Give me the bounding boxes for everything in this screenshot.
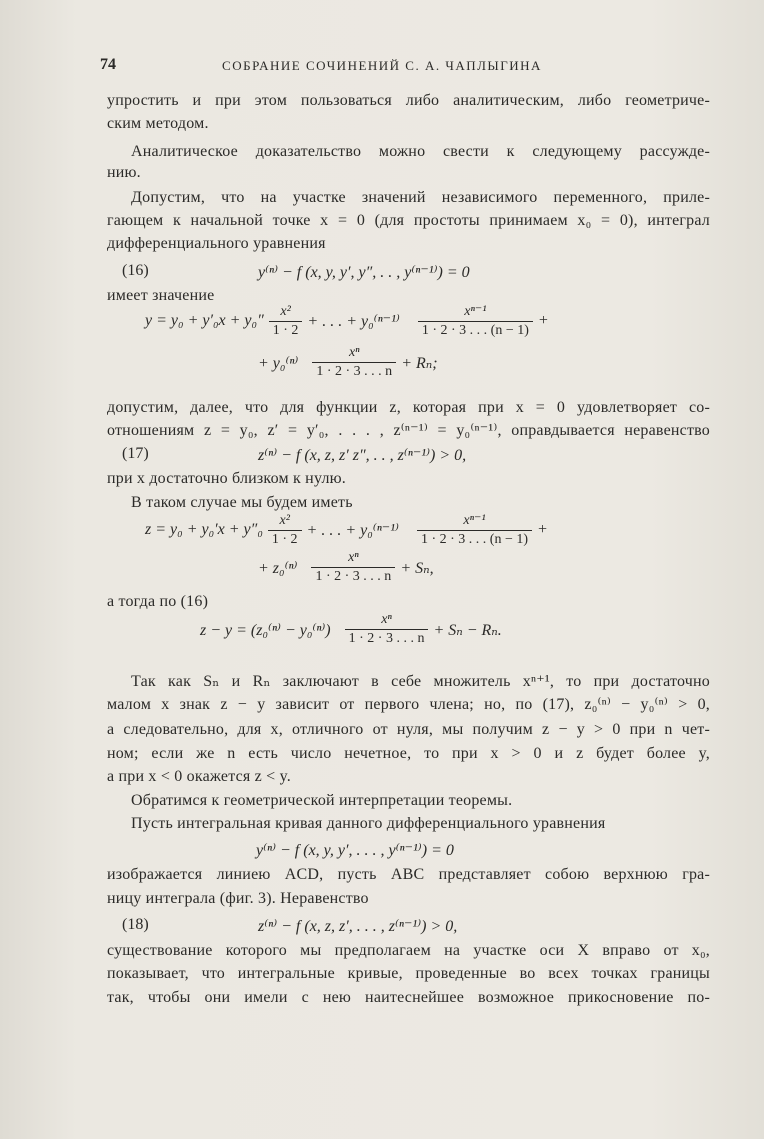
fraction xyxy=(418,303,533,339)
eq-term: + . . . + y₀⁽ⁿ⁻¹⁾ xyxy=(306,522,399,539)
text-line: Так как Sₙ и Rₙ заключают в себе множитель xⁿ⁺¹, то при достаточно xyxy=(131,673,710,690)
text-line: гающем к начальной точке x = 0 (для простоты принимаем x₀ = 0), интеграл xyxy=(107,212,710,229)
denominator: 1 · 2 xyxy=(268,530,302,548)
eq-term: z = y₀ + y₀′x + y″₀ xyxy=(145,521,263,538)
equation-series-z-line1 xyxy=(145,512,548,548)
text-line: а при x < 0 окажется z < y. xyxy=(107,768,291,785)
denominator: 1 · 2 · 3 . . . (n − 1) xyxy=(417,530,532,548)
fraction xyxy=(417,512,532,548)
text-line: а следовательно, для x, отличного от нуля, мы получим z − y > 0 при n чет- xyxy=(107,721,710,738)
denominator: 1 · 2 · 3 . . . n xyxy=(345,629,429,647)
numerator: x² xyxy=(279,512,290,528)
text-line: дифференциального уравнения xyxy=(107,235,326,252)
text-line: малом x знак z − y зависит от первого члена; но, по (17), z₀⁽ⁿ⁾ − y₀⁽ⁿ⁾ > 0, xyxy=(107,696,710,713)
equation-series-y-line2 xyxy=(258,345,438,380)
numerator: xⁿ⁻¹ xyxy=(464,304,487,319)
fraction xyxy=(269,304,303,339)
numerator: xⁿ xyxy=(348,550,359,565)
denominator: 1 · 2 · 3 . . . (n − 1) xyxy=(418,321,533,339)
equation-ode: y⁽ⁿ⁾ − f (x, y, y′, . . . , y⁽ⁿ⁻¹⁾) = 0 xyxy=(256,842,454,859)
eq-term: + Sₙ − Rₙ. xyxy=(433,621,502,639)
text-line: так, чтобы они имели с нею наитеснейшее возможное прикосновение по- xyxy=(107,989,710,1006)
eq-term: + Rₙ; xyxy=(401,354,438,372)
numerator: xⁿ xyxy=(381,612,392,627)
equation-series-y-line1 xyxy=(145,303,549,339)
equation-17: z⁽ⁿ⁾ − f (x, z, z′ z″, . . , z⁽ⁿ⁻¹⁾) > 0, xyxy=(258,447,467,464)
equation-label: (18) xyxy=(122,916,149,933)
equation-label: (16) xyxy=(122,262,149,279)
eq-term: z − y = (z₀⁽ⁿ⁾ − y₀⁽ⁿ⁾) xyxy=(200,621,331,639)
fraction xyxy=(268,513,302,548)
fraction xyxy=(311,550,395,585)
eq-term: + z₀⁽ⁿ⁾ xyxy=(258,559,298,577)
text-line: ским методом. xyxy=(107,115,209,132)
text-line: нию. xyxy=(107,164,141,181)
text-line: Допустим, что на участке значений независимого переменного, приле- xyxy=(131,189,710,206)
text-line: ном; если же n есть число нечетное, то при x > 0 и z будет более y, xyxy=(107,745,710,762)
text-line: изображается линиею ACD, пусть ABC представляет собою верхнюю гра- xyxy=(107,866,710,883)
numerator: xⁿ⁻¹ xyxy=(463,513,486,528)
text-line: имеет значение xyxy=(107,287,215,304)
denominator: 1 · 2 · 3 . . . n xyxy=(311,567,395,585)
equation-16: y⁽ⁿ⁾ − f (x, y, y′, y″, . . , y⁽ⁿ⁻¹⁾) = 0 xyxy=(258,264,470,281)
denominator: 1 · 2 · 3 . . . n xyxy=(312,362,396,380)
text-line: показывает, что интегральные кривые, проведенные во всех точках границы xyxy=(107,965,710,982)
text-line: существование которого мы предполагаем на участке оси X вправо от x₀, xyxy=(107,942,710,959)
text-line: Обратимся к геометрической интерпретации теоремы. xyxy=(131,792,513,809)
equation-difference xyxy=(200,612,502,647)
denominator: 1 · 2 xyxy=(269,321,303,339)
page-number: 74 xyxy=(100,56,116,73)
text-line: а тогда по (16) xyxy=(107,593,209,610)
fraction xyxy=(345,612,429,647)
numerator: x² xyxy=(280,303,291,319)
text-line: Пусть интегральная кривая данного дифференциального уравнения xyxy=(131,815,606,832)
equation-18: z⁽ⁿ⁾ − f (x, z, z′, . . . , z⁽ⁿ⁻¹⁾) > 0, xyxy=(258,918,458,935)
eq-term: + . . . + y₀⁽ⁿ⁻¹⁾ xyxy=(307,313,400,330)
eq-term: + y₀⁽ⁿ⁾ xyxy=(258,354,299,372)
equation-label: (17) xyxy=(122,445,149,462)
equation-series-z-line2 xyxy=(258,550,434,585)
eq-term: y = y₀ + y′₀x + y₀″ xyxy=(145,312,264,329)
fraction xyxy=(312,345,396,380)
eq-term: + xyxy=(537,521,548,538)
text-line: упростить и при этом пользоваться либо аналитическим, либо геометриче- xyxy=(107,92,710,109)
running-title: СОБРАНИЕ СОЧИНЕНИЙ С. А. ЧАПЛЫГИНА xyxy=(222,58,542,73)
text-line: ницу интеграла (фиг. 3). Неравенство xyxy=(107,890,369,907)
numerator: xⁿ xyxy=(348,345,360,360)
eq-term: + xyxy=(537,312,549,329)
text-line: В таком случае мы будем иметь xyxy=(131,494,353,511)
text-line: Аналитическое доказательство можно свести к следующему рассужде- xyxy=(131,143,710,160)
text-line: допустим, далее, что для функции z, которая при x = 0 удовлетворяет со- xyxy=(107,399,710,416)
text-line: отношениям z = y₀, z′ = y′₀, . . . , z⁽ⁿ⁻¹⁾ = y₀⁽ⁿ⁻¹⁾, оправдывается неравенство xyxy=(107,422,710,439)
text-line: при x достаточно близком к нулю. xyxy=(107,470,346,487)
eq-term: + Sₙ, xyxy=(400,559,434,577)
